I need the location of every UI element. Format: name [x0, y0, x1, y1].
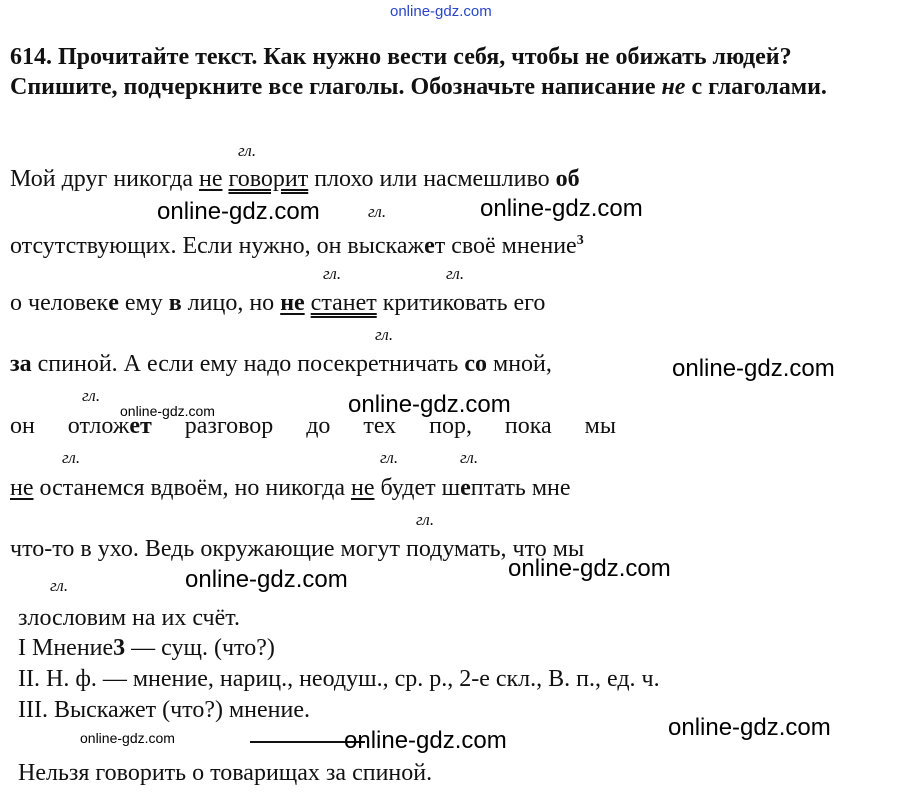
- ne-particle: не: [10, 475, 34, 501]
- text-word: разговор: [184, 413, 274, 439]
- watermark: online-gdz.com: [185, 566, 348, 593]
- text-line-1: [10, 165, 580, 193]
- watermark: online-gdz.com: [508, 555, 671, 582]
- task-number: 614.: [10, 44, 52, 70]
- analysis-line-2: II. Н. ф. — мнение, нариц., неодуш., ср. р., 2-е скл., В. п., ед. ч.: [18, 666, 660, 692]
- footnote-mark: 3: [113, 635, 126, 661]
- text-segment: т своё мнение: [434, 233, 577, 259]
- gl-mark: гл.: [50, 576, 69, 595]
- text-segment: птать мне: [470, 475, 571, 501]
- text-word: мы: [584, 413, 616, 439]
- text-segment: плохо или насмешливо: [308, 166, 556, 192]
- task-ne: не: [661, 74, 686, 100]
- gl-mark: гл.: [416, 510, 435, 529]
- ending-letter: е: [460, 475, 471, 501]
- text-segment: критиковать его: [376, 290, 546, 316]
- text-segment: останемся вдвоём, но никогда: [33, 475, 351, 501]
- text-line-6: [10, 474, 571, 502]
- text-segment: отлож: [67, 413, 130, 439]
- final-sentence: Нельзя говорить о товарищах за спиной.: [18, 760, 433, 786]
- watermark: online-gdz.com: [157, 198, 320, 225]
- watermark: online-gdz.com: [480, 195, 643, 222]
- gl-mark: гл.: [460, 448, 479, 467]
- watermark: online-gdz.com: [344, 727, 507, 754]
- ne-particle: не: [280, 290, 305, 316]
- gl-mark: гл.: [375, 325, 394, 344]
- text-line-5: [10, 412, 616, 440]
- gl-mark: гл.: [380, 448, 399, 467]
- text-segment: — сущ. (что?): [125, 635, 275, 661]
- footnote-mark: 3: [576, 233, 584, 248]
- watermark: online-gdz.com: [348, 391, 511, 418]
- ending-letter: е: [424, 233, 435, 259]
- text-segment: отсутствующих. Если нужно, он выскаж: [10, 233, 425, 259]
- ne-particle: не: [351, 475, 375, 501]
- task-text-b: с глаголами.: [685, 74, 827, 100]
- text-segment: будет ш: [374, 475, 461, 501]
- text-word: тех: [363, 413, 397, 439]
- text-segment: I Мнение: [18, 635, 114, 661]
- text-word: он: [10, 413, 35, 439]
- text-line-3: [10, 289, 545, 317]
- text-segment: лицо, но: [181, 290, 281, 316]
- watermark-top: online-gdz.com: [390, 3, 492, 20]
- gl-mark: гл.: [82, 386, 101, 405]
- text-line-4: [10, 350, 552, 378]
- preposition: за: [10, 351, 32, 377]
- gl-mark: гл.: [446, 264, 465, 283]
- watermark: online-gdz.com: [668, 714, 831, 741]
- text-word: пор,: [429, 413, 472, 439]
- analysis-line-3: III. Выскажет (что?) мнение.: [18, 697, 311, 723]
- gl-mark: гл.: [238, 141, 257, 160]
- text-line-2: [10, 227, 584, 260]
- preposition: в: [168, 290, 182, 316]
- text-word: пока: [504, 413, 552, 439]
- text-segment: мной,: [487, 351, 552, 377]
- preposition: об: [555, 166, 580, 192]
- text-line-7: что-то в ухо. Ведь окружающие могут подумать, что мы: [10, 536, 585, 562]
- gl-mark: гл.: [323, 264, 342, 283]
- task-heading: [10, 42, 895, 102]
- verb: говорит: [228, 166, 309, 192]
- text-line-8: злословим на их счёт.: [18, 605, 240, 631]
- text-segment: Мой друг никогда: [10, 166, 199, 192]
- ending-letter: е: [108, 290, 119, 316]
- verb: станет: [310, 290, 377, 316]
- text-segment: ему: [118, 290, 169, 316]
- text-segment: о человек: [10, 290, 109, 316]
- ne-particle: не: [198, 166, 223, 192]
- text-segment: спиной. А если ему надо посекретничать: [31, 351, 465, 377]
- watermark-small: online-gdz.com: [80, 730, 175, 746]
- task-text-a: Прочитайте текст. Как нужно вести себя, чтобы не обижать людей? Спишите, подчеркните все глаголы. Обозначьте написание: [10, 44, 792, 100]
- ending-letter: ет: [129, 413, 152, 439]
- verb-otlozhet: [68, 412, 152, 440]
- analysis-line-1: [18, 634, 275, 662]
- preposition: со: [464, 351, 488, 377]
- watermark: online-gdz.com: [672, 355, 835, 382]
- text-word: до: [306, 413, 331, 439]
- watermark-small: online-gdz.com: [120, 403, 215, 419]
- gl-mark: гл.: [62, 448, 81, 467]
- gl-mark: гл.: [368, 202, 387, 221]
